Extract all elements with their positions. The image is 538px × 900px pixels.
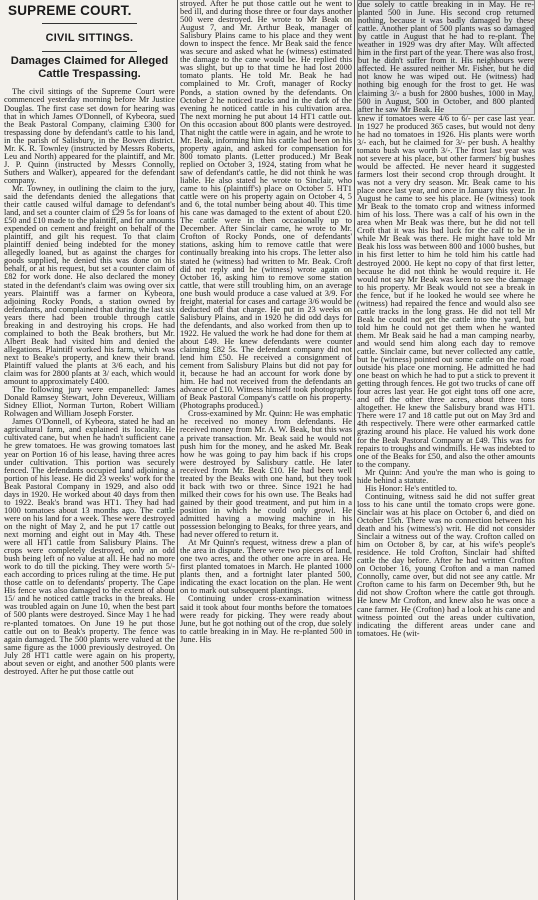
article-headline: Damages Claimed for Alleged Cattle Trespassing.: [10, 55, 169, 81]
paragraph: James O'Donnell, of Kybeora, stated he had an agricultural farm, and explained its locality. He cultivated cane, but when he hadn't sufficient cane he grew tomatoes. He was growing tomatoes last year on Portion 16 of his lease, having three acres under cultivation. This portion was securely fenced. The defendants occupied land adjoining a portion of his lease. He did 23 weeks' work for the Beak Pastoral Company in 1929, and also odd days in 1920. He worked about 40 days from then to 1922. Beak's brand was HT1. They had had 1000 tomatoes about 13 months ago. The cattle were on his land for a week. These were destroyed on the night of May 2, and he put 17 cattle out next morning and eight out in May 4th. These were all HT1 cattle from Salisbury Plains. The crops were completely destroyed, only an odd bush being left of no value at all. He had no more work to do till the picking. They were worth 5/- each according to prices ruling at the time. He put those cattle on to defendants' property. The Cape His fence was also damaged to the extent of about 15/ and he noticed cattle tracks in the breaks. He was troubled again on June 10, when the best part of 500 plants were destroyed. Since May 1 he had re-planted tomatoes. On June 19 he put those cattle out on to Beak's property. The fence was again damaged. The 500 plants were valued at the same figure as the 1000 previously destroyed. On July 28 HT1 cattle were again on his property, about seven or eight, and another 500 plants were destroyed. After he put those cattle out: [4, 417, 175, 676]
paragraph: At Mr Quinn's request, witness drew a plan of the area in dispute. There were two pieces of land, one two acres, and the other one acre in area. He first planted tomatoes in March. He planted 1000 plants then, and a fortnight later planted 500, indicating the exact location on the plan. He went on to mark out subsequent plantings.: [180, 538, 352, 596]
section-title: SUPREME COURT.: [8, 3, 132, 18]
paragraph: The civil sittings of the Supreme Court were commenced yesterday morning before Mr Justice Douglas. The first case set down for hearing was that in which James O'Donnell, of Kybeora, sued the Beak Pastoral Company, claiming £300 for trespassing done by defendant's cattle to his land, in the parish of Salisbury, in the Bowen district. Mr. K. R. Townley (instructed by Messrs Roberts, Leu and North) appeared for the plaintiff, and Mr. J. P. Quinn (instructed by Messrs Connolly, Suthers and Walker), appeared for the defendant company.: [4, 87, 175, 185]
paragraph: Mr. Towney, in outlining the claim to the jury, said the defendants denied the allegations that their cattle caused wilful damage to defendant's land, and set a counter claim of £29 5s for loans of £50 and £10 made to the plaintiff, and for amounts expended on cement and freight on behalf of the plaintiff, and gilt his request. To that claim plaintiff denied being indebted for the money allegedly loaned, but as against the charges for goods supplied, he denied this was done on his behalf, or at his request, but set a counter claim of £82 for work done. He also declared the money stated in the defendant's claim was owing over six years. Plaintiff was a farmer on Kybeora, adjoining Rocky Ponds, a station owned by defendants, and complained that during the last six years there had been trouble through cattle breaking in and destroying his crops. He had complained to both the Beak brothers, but Mr. Albert Beak had visited him and denied the allegations. Plaintiff worked his farm, which was next to Beake's property, and knew their brand. Plaintiff valued the plants at 3/6 each, and his claim was for 2800 plants at 3/ each, which would amount to approximately £400.: [4, 183, 175, 387]
highlighted-paragraph: due solely to cattle breaking in in May. He re-planted 500 in June. His second crop returned nothing, because it was badly damaged by these cattle. Another plant of 500 plants was so damaged by cattle in August that he had to re-plant. The weather in 1929 was dry after May. Wilt affected him in the first part of the year. There was also frost, but he didn't suffer from it. His neighbours were affected. He assured neither Mr. Fisher, but he did not know he was wiped out. He (witness) had nothing big enough for the frost to get. He was claiming 3/- a bush for 2800 bushes, 1000 in May, 500 in August, 500 in October, and 800 planted after he saw Mr Beak. He: [358, 0, 534, 114]
column-1: [4, 0, 175, 900]
paragraph: stroyed. After he put those cattle out he went to bed ill, and during those three or four days another 500 were destroyed. He wrote to Mr Beak on August 7, and Mr. Arthur Beak, manager of Salisbury Plains came to his place and they went down to inspect the fence. Mr Beak said the fence was secure and asked what he (witness) estimated the damage to the cane would be. He replied this was slight, but up to that time he had lost 2000 tomato plants. He told Mr. Beak he had complained to Mr. Croft, manager of Rocky Ponds, a station owned by the defendants. On October 2 he noticed tracks and in the dark of the evening he noticed cattle in his cultivation area. The next morning he put about 14 HT1 cattle out. On this occasion about 800 plants were destroyed. That night the cattle were in again, and he wrote to Mr. Beak, informing him his cattle had been on his property again, and asked for compensation for 800 tomato plants. (Letter produced.) Mr Beak replied on October 3, 1924, stating from what he saw of defendant's cattle, he did not think he was liable. He also stated he wrote to Sinclair, who came to his (plaintiff's) place on October 5. HT1 cattle were on his property again on October 4, 5 and 6, the total number being about 40. This time his cane was damaged to the extent of about £20. The cattle were in then occasionally up to December. After Sinclair came, he wrote to Mr. Crofton of Rocky Ponds, one of defendants' stations, asking him to remove cattle that were continually breaking into his crops. The letter also stated he (witness) had written to Mr. Beak. Croft did not reply and he (witness) wrote again on October 16, asking him to remove some station cattle, that were still troubling him, on an average one bush would produce a case valued at 3/9. For freight, material for cases and cartage 3/6 would be deducted off that charge. He put in 23 weeks on Salisbury Plains, and in 1920 he did odd days for the defendants, and also worked from then up to 1922. He valued the work he had done for them at about £49. He knew defendants were counter claiming £82 5s. The defendant company did not lend him £50. He received a consignment of cement from Salisbury Plains but did not pay for it, because he had an account for work done by him. He had not received from the defendants an advance of £10. Witness himself took photographs of Beak Pastoral Company's cattle on his property. (Photographs produced.): [180, 0, 352, 411]
paragraph: His Honor: He's entitled to.: [365, 483, 457, 493]
title-rule: [42, 23, 137, 24]
paragraph: Cross-examined by Mr. Quinn: He was emphatic he received no money from defendants. He received money from Mr. A. W. Beak, but this was a private transaction. Mr. Beak said he would not push him for the money, and he asked Mr. Beak how he was going to pay him back if his crops were destroyed by Salisbury cattle. He later received from Mr. Beak £10. He had been well treated by the Beaks with one hand, but they took it back with two or three. Since 1921 he had milked their cows for his own use. The Beaks had gained by their good treatment, and put him in a position in which he could only growl. He admitted having a mowing machine in his possession belonging to Beaks, for three years, and had never offered to return it.: [180, 409, 352, 540]
paragraph: The following jury were empanelled: James Donald Ramsey Stewart, John Devereux, William Sidney Elliot, Norman Turton, Robert William Rolwagen and William Joseph Forster.: [4, 385, 175, 419]
subtitle-rule: [42, 51, 137, 52]
paragraph: knew if tomatoes were 4/6 to 6/- per case last year. In 1927 he produced 365 cases, but would not deny he had no tomatoes in 1926. His plants were worth 3/- each, but he claimed for 3/- per bush. A healthy tomato bush was worth 3/-. The frost last year was not severe at his place, but other farmers' big bushes would be affected. He never heard it suggested farmers lost their second crop through drought. It was not a very dry season. Mr. Beak came to his place once last year, and once in January this year. In August he came to see his place. He (witness) took Mr Beak to the tomato crop and witness informed him of his loss. There was a calf of his own in the area when Mr Beak was there, but he did not tell Croft that it was his bad luck for the calf to be in while Mr Beak was there. He might have told Mr Beak his loss was between 800 and 1000 bushes, but in his first letter to him he told him his cattle had destroyed 2000. He kept no copy of that first letter, because he did not think he would require it. He would not say Mr Beak was keen to see the damage to his property. Mr Beak would not see a break in the fence, but if he looked he would see where he (witness) had repaired the fence and would also see cattle tracks in the long grass. He did not tell Mr Beak he could not get the cattle into the yard, but told him he could not get them when he wanted them. Mr Beak said he had a man camping nearby, and would send him along each day to remove cattle. Sinclair came, but never collected any cattle, but he (witness) pointed out some cattle on the road outside his place one morning. He admitted he had one beast on which he had to put a stick to prevent it getting through fences. He got two trucks of cane off four acres last year. He got eight tons off one acre, and off the other three acres, about three tons altogether. He knew the Salisbury brand was HT1. There were 17 and 18 cattle put out on May 3rd and 4th respectively. There were other earmarked cattle grazing around his place. He valued his work done for the Beak Pastoral Company at £49. This was for repairs to troughs and windmills. He was indebted to one of the Beaks for £50, and also the other amounts to the company.: [357, 113, 535, 469]
paragraph: Continuing under cross-examination witness said it took about four months before the tomatoes were ready for picking. They were ready about June, but he got nothing out of the crop, due solely to cattle breaking in in May. He re-planted 500 in June. His: [180, 594, 352, 644]
column-2: [180, 0, 352, 900]
subsection-title: CIVIL SITTINGS.: [45, 32, 134, 44]
paragraph: Mr Quinn: And you're the man who is going to hide behind a statute.: [357, 467, 535, 485]
column-3: [357, 0, 535, 900]
column-divider: [177, 0, 178, 900]
paragraph: Continuing, witness said he did not suffer great loss to his cane until the tomato crops were gone. Sinclair was at his place on October 6, and died on October 15th. There was no connection between his death and his (witness's) writ. He did not consider Sinclair a witness out of the way. Crofton called on him on October 8, by car, at his wife's people's residence. He told Crofton, Sinclair had shifted cattle the day before. After he had written Crofton on October 16, young Crofton and a man named Connolly, came over, but did not see any cattle. Mr Crofton came to his farm on December 9th, but he did not show Crofton where the cattle got through. He knew Mr Crofton, and knew also he was once a cane farmer. He (Crofton) had a look at his cane and witness pointed out the areas under cultivation, indicating the different areas under cane and tomatoes. He (wit-: [357, 491, 535, 638]
column-divider: [354, 0, 355, 900]
